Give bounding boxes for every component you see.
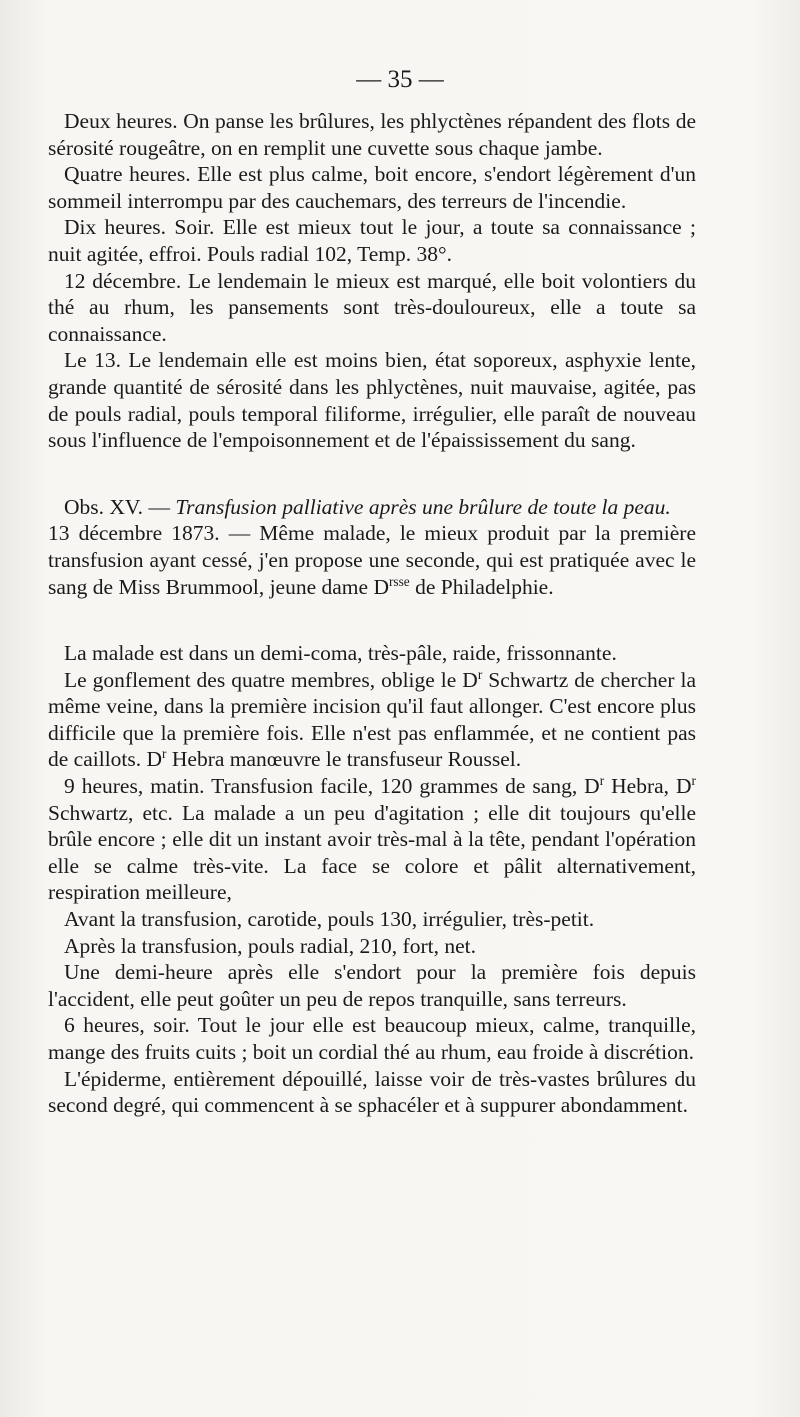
observation-intro bbox=[48, 520, 696, 600]
gonflement-sup-1: r bbox=[477, 666, 483, 682]
9h-text-2: Hebra, D bbox=[604, 774, 692, 799]
observation-date: 13 décembre 1873. bbox=[48, 521, 220, 546]
observation-heading bbox=[48, 494, 696, 521]
observation-dash: — bbox=[143, 494, 176, 519]
9h-text-3: Schwartz, etc. La malade a un peu d'agitation ; elle dit toujours qu'elle brûle encore ; elle dit un instant avoir très-mal à la tête, pendant l'opération elle se calme très-vite. La face se colore et pâlit alternativement, respiration meilleure, bbox=[48, 800, 696, 905]
page-number: — 35 — bbox=[356, 66, 444, 93]
paragraph-gonflement bbox=[48, 667, 696, 773]
spacer bbox=[48, 600, 696, 640]
body-text bbox=[48, 108, 696, 1119]
paragraph-le-13: Le 13. Le lendemain elle est moins bien, état soporeux, asphyxie lente, grande quantité de sérosité dans les phlyctènes, nuit mauvaise, agitée, pas de pouls radial, pouls temporal filiforme, irrégulier, elle paraît de nouveau sous l'influence de l'empoisonnement et de l'épaississement du sang. bbox=[48, 348, 696, 453]
paragraph-apres-transfusion: Après la transfusion, pouls radial, 210, fort, net. bbox=[64, 933, 476, 958]
9h-sup-1: r bbox=[599, 772, 605, 788]
paragraph-12-decembre: 12 décembre. Le lendemain le mieux est marqué, elle boit volontiers du thé au rhum, les pansements sont très-douloureux, elle a toute sa connaissance. bbox=[48, 268, 696, 346]
paragraph-dix-heures: Dix heures. Soir. Elle est mieux tout le jour, a toute sa connaissance ; nuit agitée, effroi. Pouls radial 102, Temp. 38°. bbox=[48, 215, 696, 266]
observation-title: Transfusion palliative après une brûlure de toute la peau. bbox=[175, 494, 671, 519]
9h-sup-2: r bbox=[691, 772, 696, 788]
spacer bbox=[48, 454, 696, 494]
paragraph-demi-heure: Une demi-heure après elle s'endort pour la première fois depuis l'accident, elle peut goûter un peu de repos tranquille, sans terreurs. bbox=[48, 960, 696, 1011]
observation-label: Obs. XV. bbox=[64, 494, 144, 519]
gonflement-sup-2: r bbox=[162, 746, 167, 762]
gonflement-text-2: Schwartz de chercher la même veine, dans la première incision qu'il faut allonger. C'est encore plus difficile que la première fois. Elle n'est pas enflammée, et ne contient pas de caillots. D bbox=[48, 667, 697, 772]
observation-text: — Même malade, le mieux produit par la première transfusion ayant cessé, j'en propose une seconde, qui est pratiquée avec le sang de Miss Brummool, jeune dame D bbox=[48, 521, 696, 599]
gonflement-text-1: Le gonflement des quatre membres, oblige le D bbox=[64, 667, 478, 692]
paragraph-9-heures bbox=[48, 773, 696, 906]
paragraph-demi-coma: La malade est dans un demi-coma, très-pâle, raide, frissonnante. bbox=[64, 641, 617, 666]
paragraph-6-heures: 6 heures, soir. Tout le jour elle est beaucoup mieux, calme, tranquille, mange des fruits cuits ; boit un cordial thé au rhum, eau froide à discrétion. bbox=[48, 1013, 696, 1064]
paragraph-deux-heures: Deux heures. On panse les brûlures, les phlyctènes répandent des flots de sérosité rougeâtre, on en remplit une cuvette sous chaque jambe. bbox=[48, 109, 696, 160]
paragraph-quatre-heures: Quatre heures. Elle est plus calme, boit encore, s'endort légèrement d'un sommeil interrompu par des cauchemars, des terreurs de l'incendie. bbox=[48, 162, 696, 213]
paragraph-epiderme: L'épiderme, entièrement dépouillé, laisse voir de très-vastes brûlures du second degré, qui commencent à se sphacéler et à suppurer abondamment. bbox=[48, 1066, 696, 1118]
observation-sup: rsse bbox=[388, 573, 410, 589]
observation-text-end: de Philadelphie. bbox=[409, 574, 554, 599]
paragraph-avant-transfusion: Avant la transfusion, carotide, pouls 130, irrégulier, très-petit. bbox=[64, 907, 595, 932]
gonflement-text-3: Hebra manœuvre le transfuseur Roussel. bbox=[166, 747, 522, 772]
9h-text-1: 9 heures, matin. Transfusion facile, 120 grammes de sang, D bbox=[64, 774, 600, 799]
